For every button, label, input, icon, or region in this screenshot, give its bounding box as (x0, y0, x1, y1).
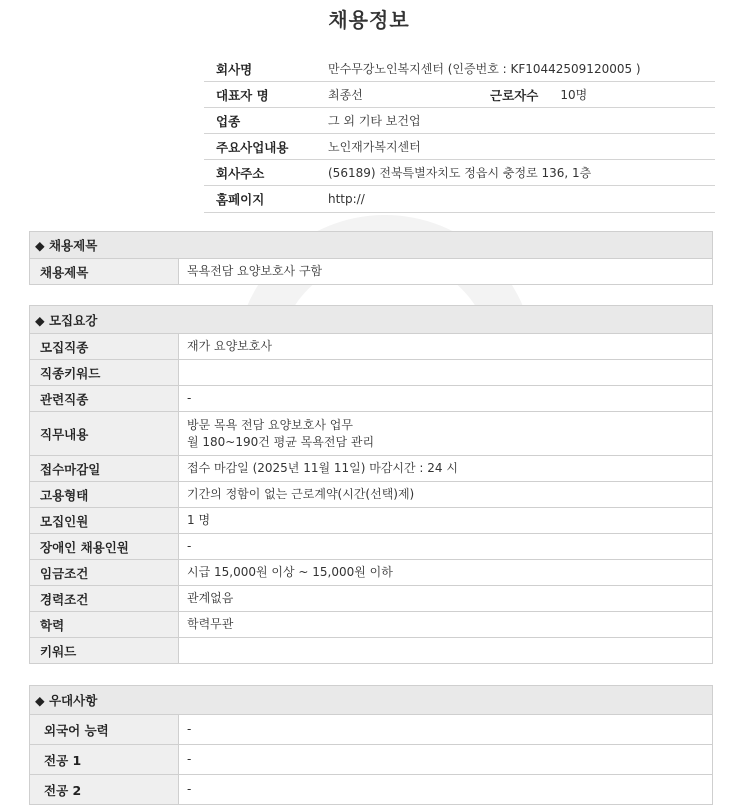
row-value: 관계없음 (187, 591, 234, 605)
company-info-table (204, 56, 715, 213)
row-value: 1 명 (187, 513, 211, 527)
row-value (179, 638, 712, 663)
row-label: 경력조건 (30, 586, 179, 611)
industry-value: 그 외 기타 보건업 (328, 114, 421, 128)
employees-label: 근로자수 (490, 87, 539, 103)
table-row (29, 508, 713, 534)
table-row (29, 612, 713, 638)
section-heading: ◆ 모집요강 (29, 305, 713, 334)
row-label: 임금조건 (30, 560, 179, 585)
industry-row (204, 108, 715, 134)
row-value: - (187, 391, 192, 405)
homepage-row (204, 186, 715, 213)
company-name-value: 만수무강노인복지센터 (인증번호 : KF10442509120005 ) (328, 62, 641, 76)
row-value: 시급 15,000원 이상 ~ 15,000원 이하 (187, 565, 393, 579)
table-row (29, 412, 713, 456)
row-value: 기간의 정함이 없는 근로계약(시간(선택)제) (187, 487, 415, 501)
row-value: - (187, 539, 192, 553)
row-value: - (187, 782, 192, 796)
industry-label: 업종 (216, 113, 241, 129)
row-label: 관련직종 (30, 386, 179, 411)
row-value: 재가 요양보호사 (187, 339, 272, 353)
job-title-label: 채용제목 (30, 259, 179, 284)
company-name-label: 회사명 (216, 61, 253, 77)
ceo-label: 대표자 명 (216, 87, 269, 103)
row-label: 직종키워드 (30, 360, 179, 385)
row-label: 장애인 채용인원 (30, 534, 179, 559)
row-label: 고용형태 (30, 482, 179, 507)
row-label: 접수마감일 (30, 456, 179, 481)
homepage-label: 홈페이지 (216, 192, 265, 207)
recruit-section (29, 305, 713, 664)
table-row (29, 334, 713, 360)
row-label: 전공 2 (30, 775, 179, 804)
row-label: 키워드 (30, 638, 179, 663)
address-label: 회사주소 (216, 165, 265, 181)
table-row (29, 715, 713, 745)
row-value: 학력무관 (187, 617, 234, 631)
table-row (29, 560, 713, 586)
table-row (29, 586, 713, 612)
row-value-line: 월 180~190건 평균 목욕전담 관리 (187, 434, 375, 449)
row-label: 직무내용 (30, 412, 179, 455)
row-value: - (187, 722, 192, 736)
row-value: - (187, 752, 192, 766)
table-row (29, 638, 713, 664)
ceo-row (204, 82, 715, 108)
row-label: 학력 (30, 612, 179, 637)
company-name-row (204, 56, 715, 82)
section-heading: ◆ 우대사항 (29, 685, 713, 715)
business-row (204, 134, 715, 160)
row-label: 전공 1 (30, 745, 179, 774)
job-title-row (29, 259, 713, 285)
preference-section (29, 685, 713, 805)
row-label: 모집인원 (30, 508, 179, 533)
table-row (29, 775, 713, 805)
ceo-value: 최종선 (328, 88, 363, 102)
row-value: 접수 마감일 (2025년 11월 11일) 마감시간 : 24 시 (187, 461, 458, 475)
row-value (179, 360, 712, 385)
address-row (204, 160, 715, 186)
row-label: 외국어 능력 (30, 715, 179, 744)
job-title-section (29, 231, 713, 285)
homepage-link[interactable]: http:// (328, 192, 365, 206)
page-title: 채용정보 (328, 8, 410, 32)
row-label: 모집직종 (30, 334, 179, 359)
table-row (29, 745, 713, 775)
table-row (29, 386, 713, 412)
employees-value: 10명 (560, 88, 588, 102)
table-row (29, 456, 713, 482)
business-label: 주요사업내용 (216, 139, 289, 155)
row-value (179, 412, 712, 455)
business-value: 노인재가복지센터 (328, 140, 421, 154)
address-value: (56189) 전북특별자치도 정읍시 충정로 136, 1층 (328, 166, 592, 180)
table-row (29, 482, 713, 508)
table-row (29, 534, 713, 560)
job-title-value: 목욕전담 요양보호사 구함 (187, 264, 323, 278)
row-value-line: 방문 목욕 전담 요양보호사 업무 (187, 417, 353, 432)
table-row (29, 360, 713, 386)
section-heading: ◆ 채용제목 (29, 231, 713, 259)
